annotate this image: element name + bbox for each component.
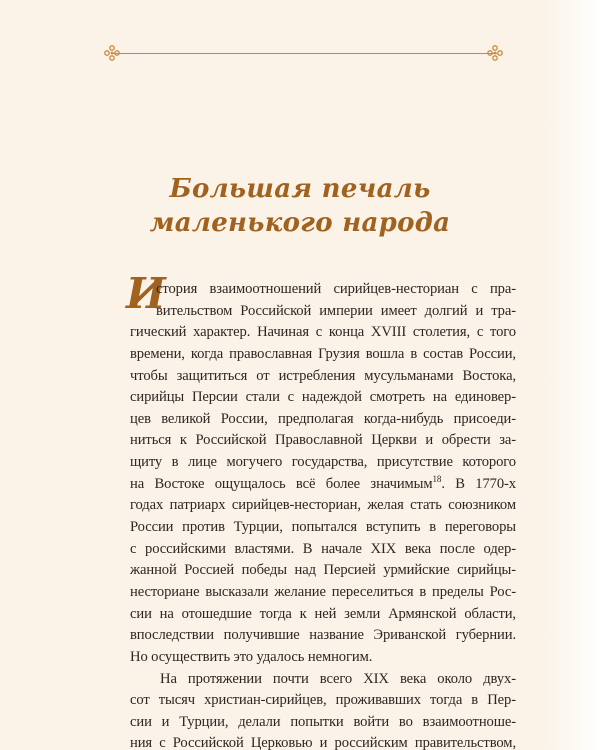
text-line: сот тысяч христиан-сирийцев, проживавших тогда в Пер-: [130, 692, 516, 709]
text-line-tail: . В 1770-х: [441, 475, 516, 492]
text-line: времени, когда православная Грузия вошла в состав России,: [130, 345, 516, 362]
text-line: Но осуществить это удалось немногим.: [130, 648, 373, 665]
chapter-title: [130, 172, 470, 240]
body-text: [130, 279, 516, 750]
text-line: ниться к Российской Православной Церкви и обрести за-: [130, 432, 516, 449]
text-line: щиту в лице могучего государства, присутствие которого: [130, 454, 516, 471]
text-line: вительством Российской империи имеет долгий и тра-: [156, 302, 516, 319]
text-line: гический характер. Начиная с конца XVIII столетия, с того: [130, 324, 516, 341]
header-rule: [112, 53, 497, 54]
fleuron-right-icon: [486, 44, 504, 62]
text-line: годах патриарх сирийцев-несториан, желая стать союзником: [130, 497, 516, 514]
fleuron-left-icon: [103, 44, 121, 62]
text-line: России против Турции, попытался вступить в переговоры: [130, 519, 516, 536]
drop-cap: И: [126, 269, 166, 318]
page-spine-shadow: [542, 0, 600, 750]
footnote-marker[interactable]: 18: [432, 473, 442, 484]
text-line: [130, 474, 516, 496]
text-line: впоследствии получившие название Эриванской губернии.: [130, 627, 516, 644]
text-line: чтобы защититься от истребления мусульманами Востока,: [130, 367, 516, 384]
text-line: сии на отошедшие тогда к ней земли Армянской области,: [130, 605, 516, 622]
text-line: несториане высказали желание переселиться в пределы Рос-: [130, 583, 516, 600]
text-line: стория взаимоотношений сирийцев-несториан с пра-: [156, 281, 516, 297]
text-line: жанной Россией победы над Персией урмийские сирийцы-: [130, 562, 516, 579]
text-line: ния с Российской Церковью и российским правительством,: [130, 735, 516, 750]
chapter-title-line-2: маленького народа: [149, 208, 451, 238]
text-line: с российскими властями. В начале XIX века после одер-: [130, 540, 516, 557]
text-line: На протяжении почти всего XIX века около двух-: [160, 670, 516, 687]
chapter-title-line-1: Большая печаль: [169, 174, 431, 204]
text-line: цев великой России, предполагая когда-нибудь присоеди-: [130, 410, 516, 427]
text-line: сии и Турции, делали попытки войти во взаимоотноше-: [130, 713, 516, 730]
text-line: сирийцы Персии стали с надеждой смотреть на единовер-: [130, 389, 516, 406]
text-line-head: на Востоке ощущалось всё более значимым: [130, 475, 433, 492]
